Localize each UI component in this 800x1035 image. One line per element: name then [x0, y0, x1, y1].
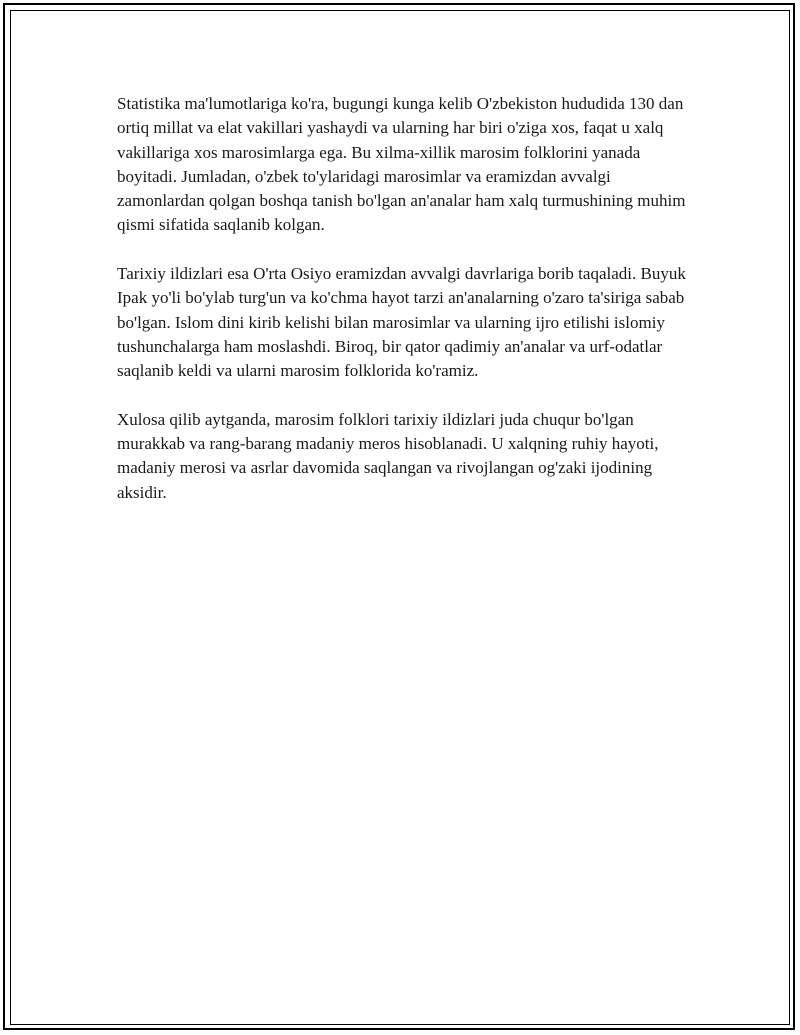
paragraph-conclusion: Xulosa qilib aytganda, marosim folklori tarixiy ildizlari juda chuqur bo'lgan murakkab va rang-barang madaniy meros hisoblanadi. U xalqning ruhiy hayoti, madaniy merosi va asrlar davomida saqlangan va rivojlangan og'zaki ijodining aksidir.: [117, 409, 659, 502]
paragraph-statistics: Statistika ma'lumotlariga ko'ra, bugungi kunga kelib O'zbekiston hududida 130 dan ortiq millat va elat vakillari yashaydi va ularning har biri o'ziga xos, faqat u xalq vakillariga xos marosimlarga ega. Bu xilma-xillik marosim folklorini yanada boyitadi. Jumladan, o'zbek to'ylaridagi marosimlar va eramizdan avvalgi zamonlardan qolgan boshqa tanish bo'lgan an'analar ham xalq turmushining muhim qismi sifatida saqlanib kolgan.: [117, 94, 686, 235]
paragraph-history: Tarixiy ildizlari esa O'rta Osiyo eramizdan avvalgi davrlariga borib taqaladi. Buyuk Ipak yo'li bo'ylab turg'un va ko'chma hayot tarzi an'analarning o'zaro ta'siriga sabab bo'lgan. Islom dini kirib kelishi bilan marosimlar va ularning ijro etilishi islomiy tushunchalarga ham moslashdi. Biroq, bir qator qadimiy an'analar va urf-odatlar saqlanib keldi va ularni marosim folklorida ko'ramiz.: [117, 264, 686, 381]
document-body: [117, 92, 697, 529]
